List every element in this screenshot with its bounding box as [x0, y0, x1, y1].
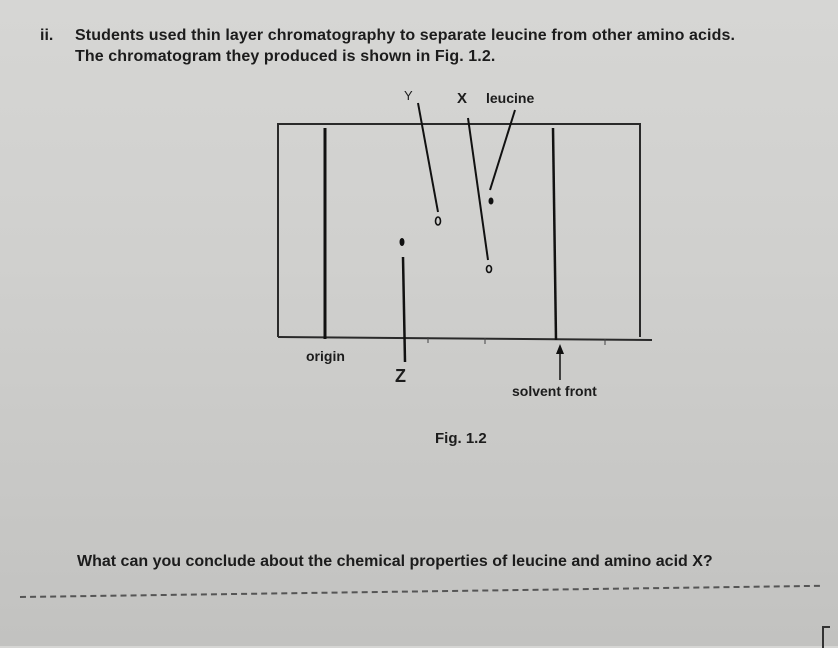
spot-z	[400, 238, 405, 246]
label-z: Z	[395, 366, 406, 386]
leucine-pointer-line	[490, 110, 515, 190]
label-leucine: leucine	[486, 90, 535, 106]
label-x: X	[457, 90, 468, 107]
label-solvent-front: solvent front	[512, 383, 597, 399]
prompt-question: What can you conclude about the chemical properties of leucine and amino acid X?	[77, 553, 713, 570]
question-number: ii.	[40, 27, 54, 44]
z-pointer-line	[403, 257, 405, 362]
spot-leucine	[489, 198, 494, 205]
label-y: Y	[404, 88, 413, 103]
plate-outline	[278, 124, 640, 337]
plate-bottom-edge	[278, 337, 652, 340]
solvent-front-arrow-head	[556, 344, 564, 354]
spot-y	[436, 217, 441, 225]
question-text-line-2: The chromatogram they produced is shown in Fig. 1.2.	[75, 48, 496, 65]
bracket-mark	[822, 626, 830, 648]
spot-x	[487, 266, 492, 273]
question-text-line-1: Students used thin layer chromatography to separate leucine from other amino acids.	[75, 27, 736, 44]
x-pointer-line	[468, 118, 488, 260]
label-origin: origin	[306, 348, 345, 364]
y-pointer-line	[418, 103, 438, 212]
figure-caption: Fig. 1.2	[435, 430, 487, 447]
solvent-front-line	[553, 128, 556, 340]
